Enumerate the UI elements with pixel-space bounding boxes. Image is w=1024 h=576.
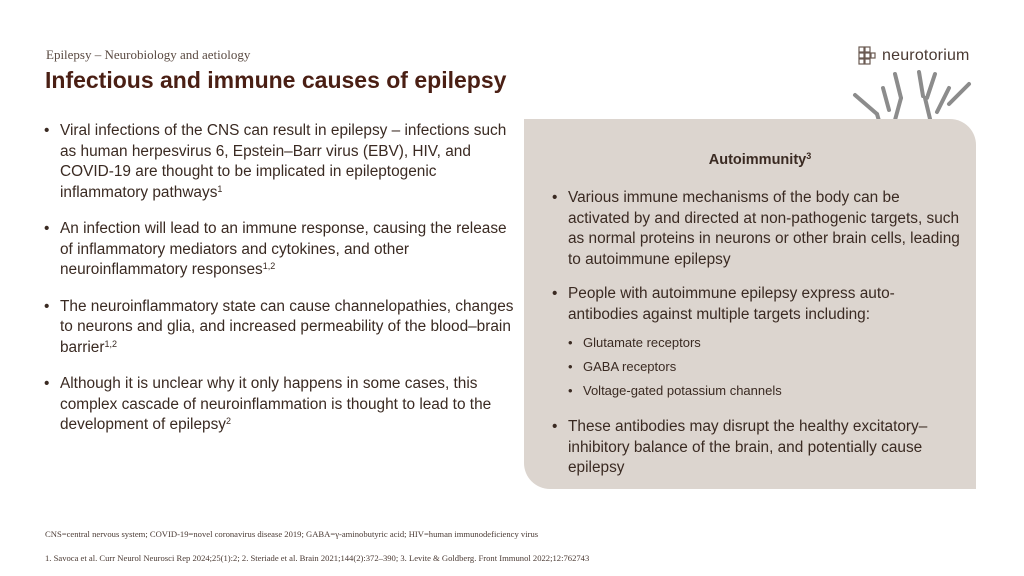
list-item: • These antibodies may disrupt the healthy excitatory–inhibitory balance of the brain, and potentially cause epilepsy	[552, 417, 962, 479]
list-item: • The neuroinflammatory state can cause channelopathies, changes to neurons and glia, and increased permeability of the blood–brain barrier$^{1,2}$	[44, 297, 514, 359]
sublist-item: • Voltage-gated potassium channels	[568, 379, 962, 403]
main-bullet-list	[44, 121, 514, 452]
logo	[857, 44, 970, 68]
abbreviations-footnote: CNS=central nervous system; COVID-19=novel coronavirus disease 2019; GABA=γ-aminobutyric acid; HIV=human immunodeficiency virus	[45, 529, 539, 539]
slide-subtitle: Epilepsy – Neurobiology and aetiology	[46, 47, 251, 62]
panel-title: Autoimmunity$^3$	[708, 151, 812, 168]
neurotorium-grid-icon	[857, 45, 877, 67]
logo-text: neurotorium	[882, 47, 970, 64]
sublist-item: • Glutamate receptors	[568, 331, 962, 355]
list-item: • People with autoimmune epilepsy express auto-antibodies against multiple targets including: • Glutamate receptors • GABA receptors • Voltage-gated potassium channels	[552, 284, 962, 403]
references-footnote: 1. Savoca et al. Curr Neurol Neurosci Rep 2024;25(1):2; 2. Steriade et al. Brain 2021;144(2):372–390; 3. Levite & Goldberg. Front Immunol 2022;12:762743	[45, 553, 590, 563]
slide-title: Infectious and immune causes of epilepsy	[45, 67, 507, 93]
autoimmunity-panel	[524, 119, 976, 489]
list-item: • Various immune mechanisms of the body can be activated by and directed at non-pathogenic targets, such as normal proteins in neurons or other brain cells, leading to autoimmune epilepsy	[552, 188, 962, 270]
list-item: • Viral infections of the CNS can result in epilepsy – infections such as human herpesvirus 6, Epstein–Barr virus (EBV), HIV, and COVID-19 are thought to be implicated in epileptogenic inflammatory pathways$^1$	[44, 121, 514, 203]
list-item: • Although it is unclear why it only happens in some cases, this complex cascade of neuroinflammation is thought to lead to the development of epilepsy$^2$	[44, 374, 514, 436]
sublist-item: • GABA receptors	[568, 355, 962, 379]
target-sublist	[568, 331, 962, 403]
list-item: • An infection will lead to an immune response, causing the release of inflammatory mediators and cytokines, and other neuroinflammatory responses$^{1,2}$	[44, 219, 514, 281]
panel-bullet-list	[552, 188, 962, 493]
